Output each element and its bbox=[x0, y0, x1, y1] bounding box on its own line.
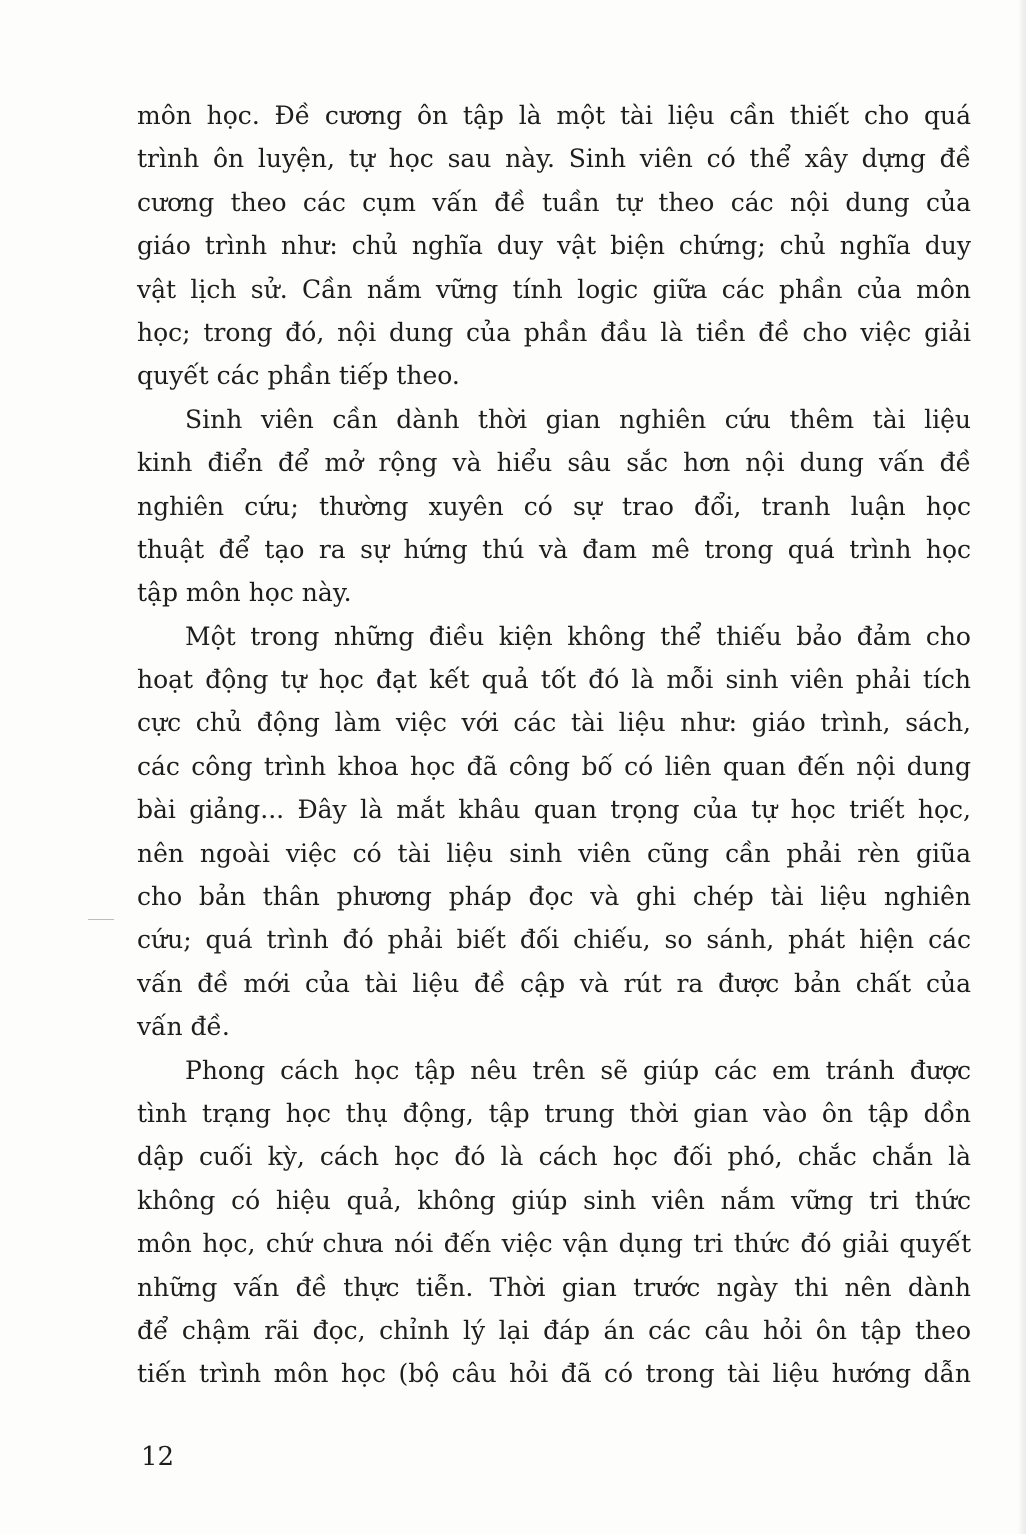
paragraph-2-line: nghiên cứu; thường xuyên có sự trao đổi, tranh luận học bbox=[137, 491, 971, 521]
paragraph-4-line: những vấn đề thực tiễn. Thời gian trước ngày thi nên dành bbox=[137, 1272, 971, 1302]
paragraph-3-line: hoạt động tự học đạt kết quả tốt đó là mỗi sinh viên phải tích bbox=[137, 665, 971, 695]
margin-mark bbox=[88, 919, 114, 920]
page-number: 12 bbox=[141, 1442, 175, 1472]
paragraph-3-line: cực chủ động làm việc với các tài liệu như: giáo trình, sách, bbox=[137, 708, 971, 738]
paragraph-4-line: môn học, chứ chưa nói đến việc vận dụng tri thức đó giải quyết bbox=[137, 1229, 971, 1259]
paragraph-3-line: cứu; quá trình đó phải biết đối chiếu, so sánh, phát hiện các bbox=[137, 925, 971, 955]
paragraph-3-line: vấn đề mới của tài liệu đề cập và rút ra được bản chất của bbox=[137, 968, 971, 998]
paragraph-4-line: tình trạng học thụ động, tập trung thời gian vào ôn tập dồn bbox=[137, 1098, 971, 1128]
paragraph-4-line: dập cuối kỳ, cách học đó là cách học đối phó, chắc chắn là bbox=[137, 1142, 971, 1172]
paragraph-3-line: vấn đề. bbox=[137, 1012, 230, 1042]
paragraph-1-line: trình ôn luyện, tự học sau này. Sinh viên có thể xây dựng đề bbox=[137, 144, 971, 174]
paragraph-4-line: không có hiệu quả, không giúp sinh viên nắm vững tri thức bbox=[137, 1185, 971, 1215]
paragraph-3-line: nên ngoài việc có tài liệu sinh viên cũng cần phải rèn giũa bbox=[137, 838, 971, 868]
paragraph-1-line: môn học. Đề cương ôn tập là một tài liệu cần thiết cho quá bbox=[137, 101, 971, 130]
paragraph-1-line: giáo trình như: chủ nghĩa duy vật biện chứng; chủ nghĩa duy bbox=[137, 231, 971, 261]
paragraph-3-line: cho bản thân phương pháp đọc và ghi chép tài liệu nghiên bbox=[137, 882, 971, 912]
paragraph-1-line: quyết các phần tiếp theo. bbox=[137, 361, 460, 391]
paragraph-4-line: tiến trình môn học (bộ câu hỏi đã có trong tài liệu hướng dẫn bbox=[137, 1359, 971, 1389]
paragraph-3-line: bài giảng... Đây là mắt khâu quan trọng của tự học triết học, bbox=[137, 795, 971, 825]
paragraph-3-line: Một trong những điều kiện không thể thiếu bảo đảm cho bbox=[185, 621, 971, 651]
paragraph-2-line: Sinh viên cần dành thời gian nghiên cứu thêm tài liệu bbox=[185, 404, 971, 434]
paragraph-1-line: vật lịch sử. Cần nắm vững tính logic giữa các phần của môn bbox=[137, 274, 971, 304]
paragraph-2-line: kinh điển để mở rộng và hiểu sâu sắc hơn nội dung vấn đề bbox=[137, 448, 971, 478]
paragraph-2-line: thuật để tạo ra sự hứng thú và đam mê trong quá trình học bbox=[137, 534, 971, 564]
body-text bbox=[137, 94, 971, 1396]
page-edge-shadow bbox=[1018, 0, 1026, 1534]
paragraph-4-line: Phong cách học tập nêu trên sẽ giúp các em tránh được bbox=[185, 1055, 971, 1085]
paragraph-2-line: tập môn học này. bbox=[137, 578, 352, 608]
paragraph-1-line: học; trong đó, nội dung của phần đầu là tiền đề cho việc giải bbox=[137, 317, 971, 347]
paragraph-3-line: các công trình khoa học đã công bố có liên quan đến nội dung bbox=[137, 751, 971, 781]
paragraph-4-line: để chậm rãi đọc, chỉnh lý lại đáp án các câu hỏi ôn tập theo bbox=[137, 1315, 971, 1345]
paragraph-1-line: cương theo các cụm vấn đề tuần tự theo các nội dung của bbox=[137, 187, 971, 217]
